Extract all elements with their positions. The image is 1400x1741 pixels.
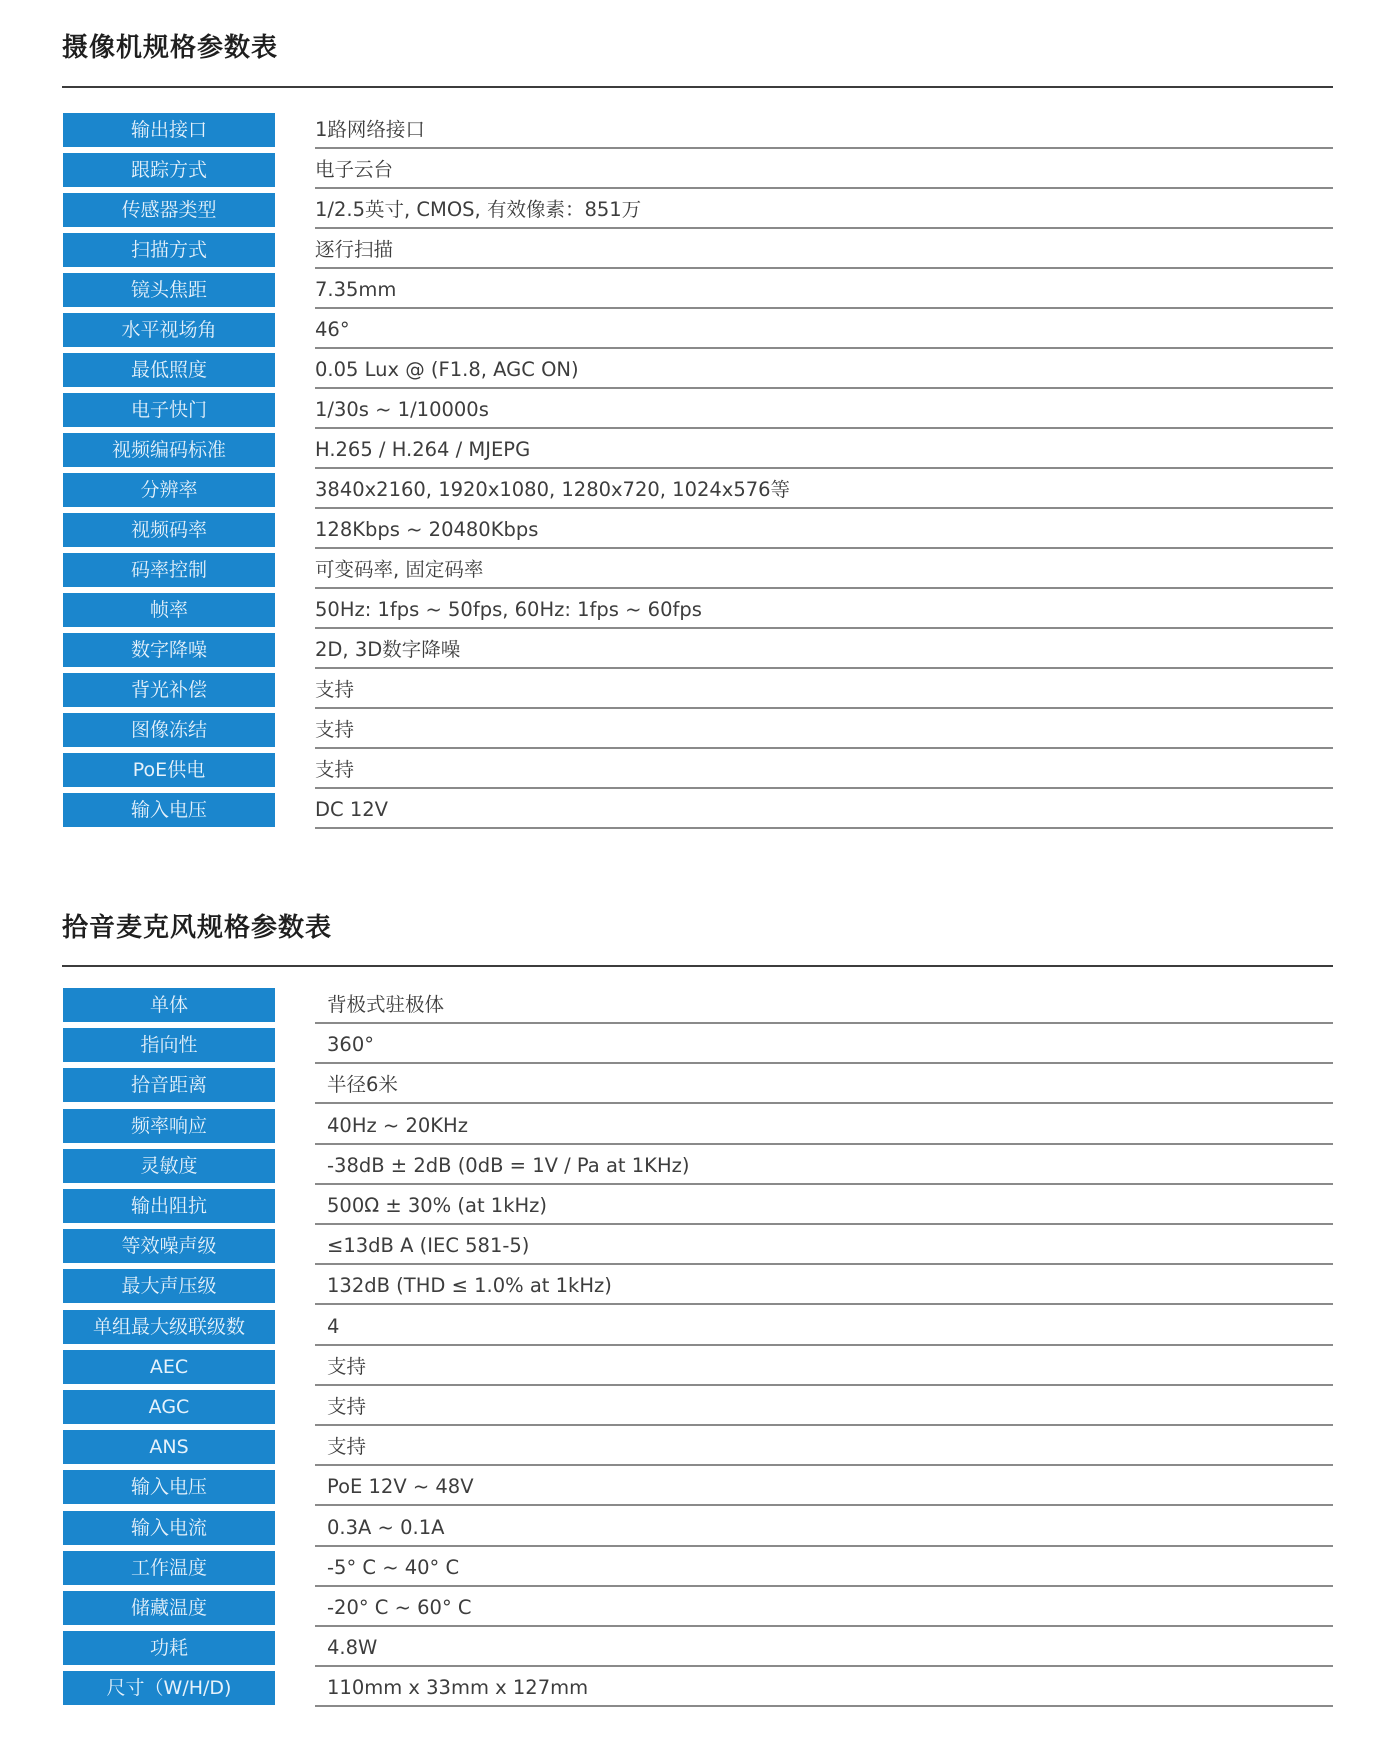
spec-row [0,593,1400,629]
spec-value: 46° [315,318,350,341]
spec-row [0,1350,1400,1386]
spec-value: 1/30s ~ 1/10000s [315,398,489,421]
spec-row [0,473,1400,509]
spec-label: 水平视场角 [63,313,275,347]
spec-value: 1/2.5英寸, CMOS, 有效像素：851万 [315,198,642,221]
spec-value-cell [315,593,1333,629]
spec-value-cell [315,1149,1333,1185]
spec-label: 最大声压级 [63,1269,275,1303]
spec-value: 可变码率, 固定码率 [315,558,484,581]
spec-row [0,988,1400,1024]
spec-value-cell [315,1269,1333,1305]
spec-value-cell [315,353,1333,389]
spec-value-cell [315,1229,1333,1265]
spec-row [0,1591,1400,1627]
spec-value-cell [315,1350,1333,1386]
spec-value: 支持 [327,1395,367,1418]
spec-row [0,1269,1400,1305]
spec-value-cell [315,633,1333,669]
spec-value-cell [315,1109,1333,1145]
spec-value-cell [315,1631,1333,1667]
spec-row [0,1430,1400,1466]
spec-row [0,353,1400,389]
spec-value: 0.3A ~ 0.1A [327,1516,445,1539]
spec-value: 4.8W [327,1636,378,1659]
spec-value-cell [315,1671,1333,1707]
spec-label: 视频码率 [63,513,275,547]
spec-value: 0.05 Lux @ (F1.8, AGC ON) [315,358,579,381]
spec-value: 支持 [315,758,355,781]
spec-value-cell [315,1470,1333,1506]
spec-row [0,1068,1400,1104]
spec-value: 110mm x 33mm x 127mm [327,1676,589,1699]
spec-value-cell [315,313,1333,349]
spec-label: 输出阻抗 [63,1189,275,1223]
spec-value-cell [315,153,1333,189]
spec-label: 储藏温度 [63,1591,275,1625]
spec-row [0,393,1400,429]
spec-row [0,433,1400,469]
spec-value: 逐行扫描 [315,238,394,261]
spec-value-cell [315,988,1333,1024]
spec-row [0,1149,1400,1185]
spec-label: 背光补偿 [63,673,275,707]
spec-row [0,233,1400,269]
spec-label: 视频编码标准 [63,433,275,467]
spec-label: 工作温度 [63,1551,275,1585]
spec-value-cell [315,713,1333,749]
spec-row [0,1631,1400,1667]
spec-value: -38dB ± 2dB (0dB = 1V / Pa at 1KHz) [327,1154,690,1177]
spec-row [0,553,1400,589]
spec-label: 数字降噪 [63,633,275,667]
spec-label: 图像冻结 [63,713,275,747]
spec-value-cell [315,193,1333,229]
spec-label: 扫描方式 [63,233,275,267]
spec-row [0,633,1400,669]
spec-value: 支持 [327,1355,367,1378]
spec-value: 132dB (THD ≤ 1.0% at 1kHz) [327,1274,612,1297]
spec-value-cell [315,1551,1333,1587]
spec-value: 50Hz: 1fps ~ 50fps, 60Hz: 1fps ~ 60fps [315,598,702,621]
camera-section-title: 摄像机规格参数表 [62,33,279,63]
spec-row [0,1671,1400,1707]
spec-row [0,1189,1400,1225]
microphone-section-divider [62,965,1333,967]
spec-value: 电子云台 [315,158,394,181]
spec-value-cell [315,113,1333,149]
spec-label: 输入电压 [63,1470,275,1504]
spec-value-cell [315,553,1333,589]
spec-value-cell [315,273,1333,309]
spec-row [0,1390,1400,1426]
spec-value-cell [315,753,1333,789]
spec-row [0,1310,1400,1346]
spec-value: 3840x2160, 1920x1080, 1280x720, 1024x576等 [315,478,791,501]
spec-value: 4 [327,1315,340,1338]
spec-label: 跟踪方式 [63,153,275,187]
spec-row [0,513,1400,549]
spec-value-cell [315,513,1333,549]
spec-row [0,1551,1400,1587]
spec-label: 码率控制 [63,553,275,587]
spec-row [0,1109,1400,1145]
spec-value-cell [315,1310,1333,1346]
spec-label: 拾音距离 [63,1068,275,1102]
spec-value-cell [315,1591,1333,1627]
spec-value: 40Hz ~ 20KHz [327,1114,468,1137]
spec-label: 单组最大级联级数 [63,1310,275,1344]
spec-row [0,753,1400,789]
spec-value: 2D, 3D数字降噪 [315,638,461,661]
spec-value-cell [315,1430,1333,1466]
spec-row [0,273,1400,309]
spec-label: 等效噪声级 [63,1229,275,1263]
spec-label: 传感器类型 [63,193,275,227]
spec-value-cell [315,1390,1333,1426]
spec-value-cell [315,793,1333,829]
spec-value-cell [315,673,1333,709]
spec-label: 灵敏度 [63,1149,275,1183]
spec-value: -20° C ~ 60° C [327,1596,472,1619]
spec-label: AEC [63,1350,275,1384]
spec-value: -5° C ~ 40° C [327,1556,460,1579]
spec-value: 支持 [315,718,355,741]
spec-value-cell [315,1068,1333,1104]
spec-label: 分辨率 [63,473,275,507]
spec-label: 尺寸（W/H/D) [63,1671,275,1705]
spec-value: 128Kbps ~ 20480Kbps [315,518,539,541]
spec-label: 指向性 [63,1028,275,1062]
spec-value-cell [315,1511,1333,1547]
spec-label: 输入电流 [63,1511,275,1545]
spec-label: 单体 [63,988,275,1022]
spec-value: 支持 [327,1435,367,1458]
spec-row [0,1470,1400,1506]
camera-section-divider [62,86,1333,88]
spec-row [0,193,1400,229]
spec-row [0,713,1400,749]
spec-value-cell [315,473,1333,509]
spec-value: H.265 / H.264 / MJEPG [315,438,531,461]
spec-label: 镜头焦距 [63,273,275,307]
spec-label: ANS [63,1430,275,1464]
spec-value: 1路网络接口 [315,118,425,141]
spec-value-cell [315,233,1333,269]
microphone-section-title: 拾音麦克风规格参数表 [62,913,333,943]
spec-value-cell [315,433,1333,469]
spec-value: 背极式驻极体 [327,993,445,1016]
spec-label: 输出接口 [63,113,275,147]
spec-label: 帧率 [63,593,275,627]
spec-row [0,1028,1400,1064]
spec-row [0,1511,1400,1547]
spec-value: ≤13dB A (IEC 581-5) [327,1234,530,1257]
spec-label: 功耗 [63,1631,275,1665]
spec-label: 输入电压 [63,793,275,827]
spec-row [0,153,1400,189]
spec-row [0,113,1400,149]
spec-value: 支持 [315,678,355,701]
spec-value-cell [315,393,1333,429]
spec-label: PoE供电 [63,753,275,787]
spec-label: AGC [63,1390,275,1424]
spec-row [0,1229,1400,1265]
spec-row [0,673,1400,709]
spec-value-cell [315,1028,1333,1064]
spec-label: 频率响应 [63,1109,275,1143]
spec-row [0,313,1400,349]
spec-value: 半径6米 [327,1073,398,1096]
spec-label: 电子快门 [63,393,275,427]
spec-value-cell [315,1189,1333,1225]
spec-value: DC 12V [315,798,388,821]
spec-label: 最低照度 [63,353,275,387]
spec-row [0,793,1400,829]
spec-value: PoE 12V ~ 48V [327,1475,474,1498]
spec-value: 500Ω ± 30% (at 1kHz) [327,1194,548,1217]
spec-value: 360° [327,1033,374,1056]
spec-value: 7.35mm [315,278,397,301]
